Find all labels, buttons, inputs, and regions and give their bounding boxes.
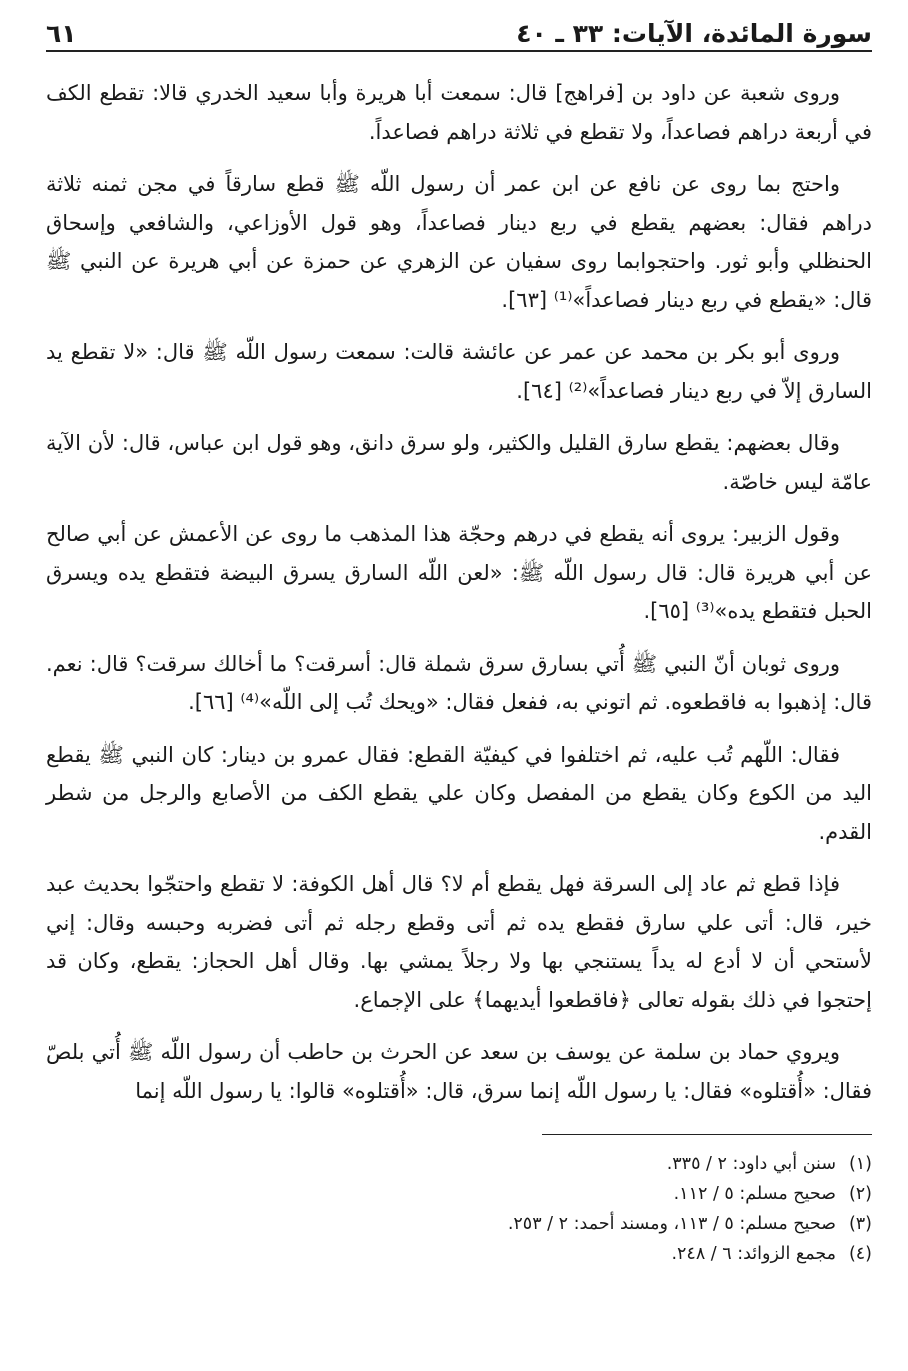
footnote bbox=[46, 1239, 872, 1269]
footnote-divider bbox=[542, 1134, 872, 1135]
paragraph: وقال بعضهم: يقطع سارق القليل والكثير، ولو سرق دانق، وهو قول ابن عباس، قال: لأن الآية عامّة ليس خاصّة. bbox=[46, 431, 872, 494]
paragraph: وروى ثوبان أنّ النبي ﷺ أُتي بسارق سرق شملة قال: أسرقت؟ ما أخالك سرقت؟ قال: نعم. قال: إذهبوا به فاقطعوه. ثم اتوني به، ففعل فقال: «ويحك تُب إلى اللّه»⁽⁴⁾ [٦٦]. bbox=[46, 651, 872, 714]
paragraph: وروى أبو بكر بن محمد عن عمر عن عائشة قالت: سمعت رسول اللّه ﷺ قال: «لا تقطع يد السارق إلاّ في ربع دينار فصاعداً»⁽²⁾ [٦٤]. bbox=[46, 340, 872, 403]
footnote-text: صحيح مسلم: ٥ / ١١٢. bbox=[673, 1184, 836, 1204]
footnote-number: (٤) bbox=[848, 1244, 872, 1264]
paragraph: واحتج بما روى عن نافع عن ابن عمر أن رسول اللّه ﷺ قطع سارقاً في مجن ثمنه ثلاثة دراهم فقال: بعضهم يقطع في ربع دينار فصاعداً، وهو قول الأوزاعي، والشافعي وإسحاق الحنظلي وأبو ثور. واحتجوابما روى سفيان عن الزهري عن حمزة عن أبي هريرة عن النبي ﷺ قال: «يقطع في ربع دينار فصاعداً»⁽¹⁾ [٦٣]. bbox=[46, 172, 872, 312]
footnote bbox=[46, 1209, 872, 1239]
footnote-text: صحيح مسلم: ٥ / ١١٣، ومسند أحمد: ٢ / ٢٥٣. bbox=[507, 1214, 836, 1234]
footnotes bbox=[46, 1149, 872, 1269]
footnote-text: مجمع الزوائد: ٦ / ٢٤٨. bbox=[671, 1244, 836, 1264]
footnote bbox=[46, 1149, 872, 1179]
footnote-number: (٢) bbox=[848, 1184, 872, 1204]
running-title: سورة المائدة، الآيات: ٣٣ ـ ٤٠ bbox=[516, 19, 872, 48]
paragraph: فإذا قطع ثم عاد إلى السرقة فهل يقطع أم لا؟ قال أهل الكوفة: لا تقطع واحتجّوا بحديث عبد خير، قال: أتى علي سارق فقطع يده ثم أتى وقطع رجله ثم أتى فضربه وحبسه وقال: إني لأستحي أن لا أدع له يداً يستنجي بها ولا رجلاً يمشي بها. وقال أهل الحجاز: يقطع، وكان قد إحتجوا في ذلك بقوله تعالى ﴿فاقطعوا أيديهما﴾ على الإجماع. bbox=[46, 872, 872, 1012]
paragraph: وقول الزبير: يروى أنه يقطع في درهم وحجّة هذا المذهب ما روى عن الأعمش عن أبي صالح عن أبي هريرة قال: قال رسول اللّه ﷺ: «لعن اللّه السارق يسرق البيضة فتقطع يده ويسرق الحبل فتقطع يده»⁽³⁾ [٦٥]. bbox=[46, 522, 872, 623]
footnote-number: (١) bbox=[848, 1154, 872, 1174]
footnote bbox=[46, 1179, 872, 1209]
main-text bbox=[46, 74, 872, 1110]
page-number: ٦١ bbox=[46, 19, 77, 48]
paragraph: وروى شعبة عن داود بن [فراهج] قال: سمعت أبا هريرة وأبا سعيد الخدري قالا: تقطع الكف في أربعة دراهم فصاعداً، ولا تقطع في ثلاثة دراهم فصاعداً. bbox=[46, 81, 872, 144]
footnote-text: سنن أبي داود: ٢ / ٣٣٥. bbox=[666, 1154, 836, 1174]
paragraph: فقال: اللّهم تُب عليه، ثم اختلفوا في كيفيّة القطع: فقال عمرو بن دينار: كان النبي ﷺ يقطع اليد من الكوع وكان يقطع من المفصل وكان علي يقطع الكف من الأصابع والرجل من شطر القدم. bbox=[46, 742, 872, 844]
footnote-number: (٣) bbox=[848, 1214, 872, 1234]
paragraph: ويروي حماد بن سلمة عن يوسف بن سعد عن الحرث بن حاطب أن رسول اللّه ﷺ أُتي بلصّ فقال: «أُقتلوه» فقال: يا رسول اللّه إنما سرق، قال: «أُقتلوه» قالوا: يا رسول اللّه إنما bbox=[46, 1040, 872, 1103]
running-header bbox=[46, 10, 872, 52]
